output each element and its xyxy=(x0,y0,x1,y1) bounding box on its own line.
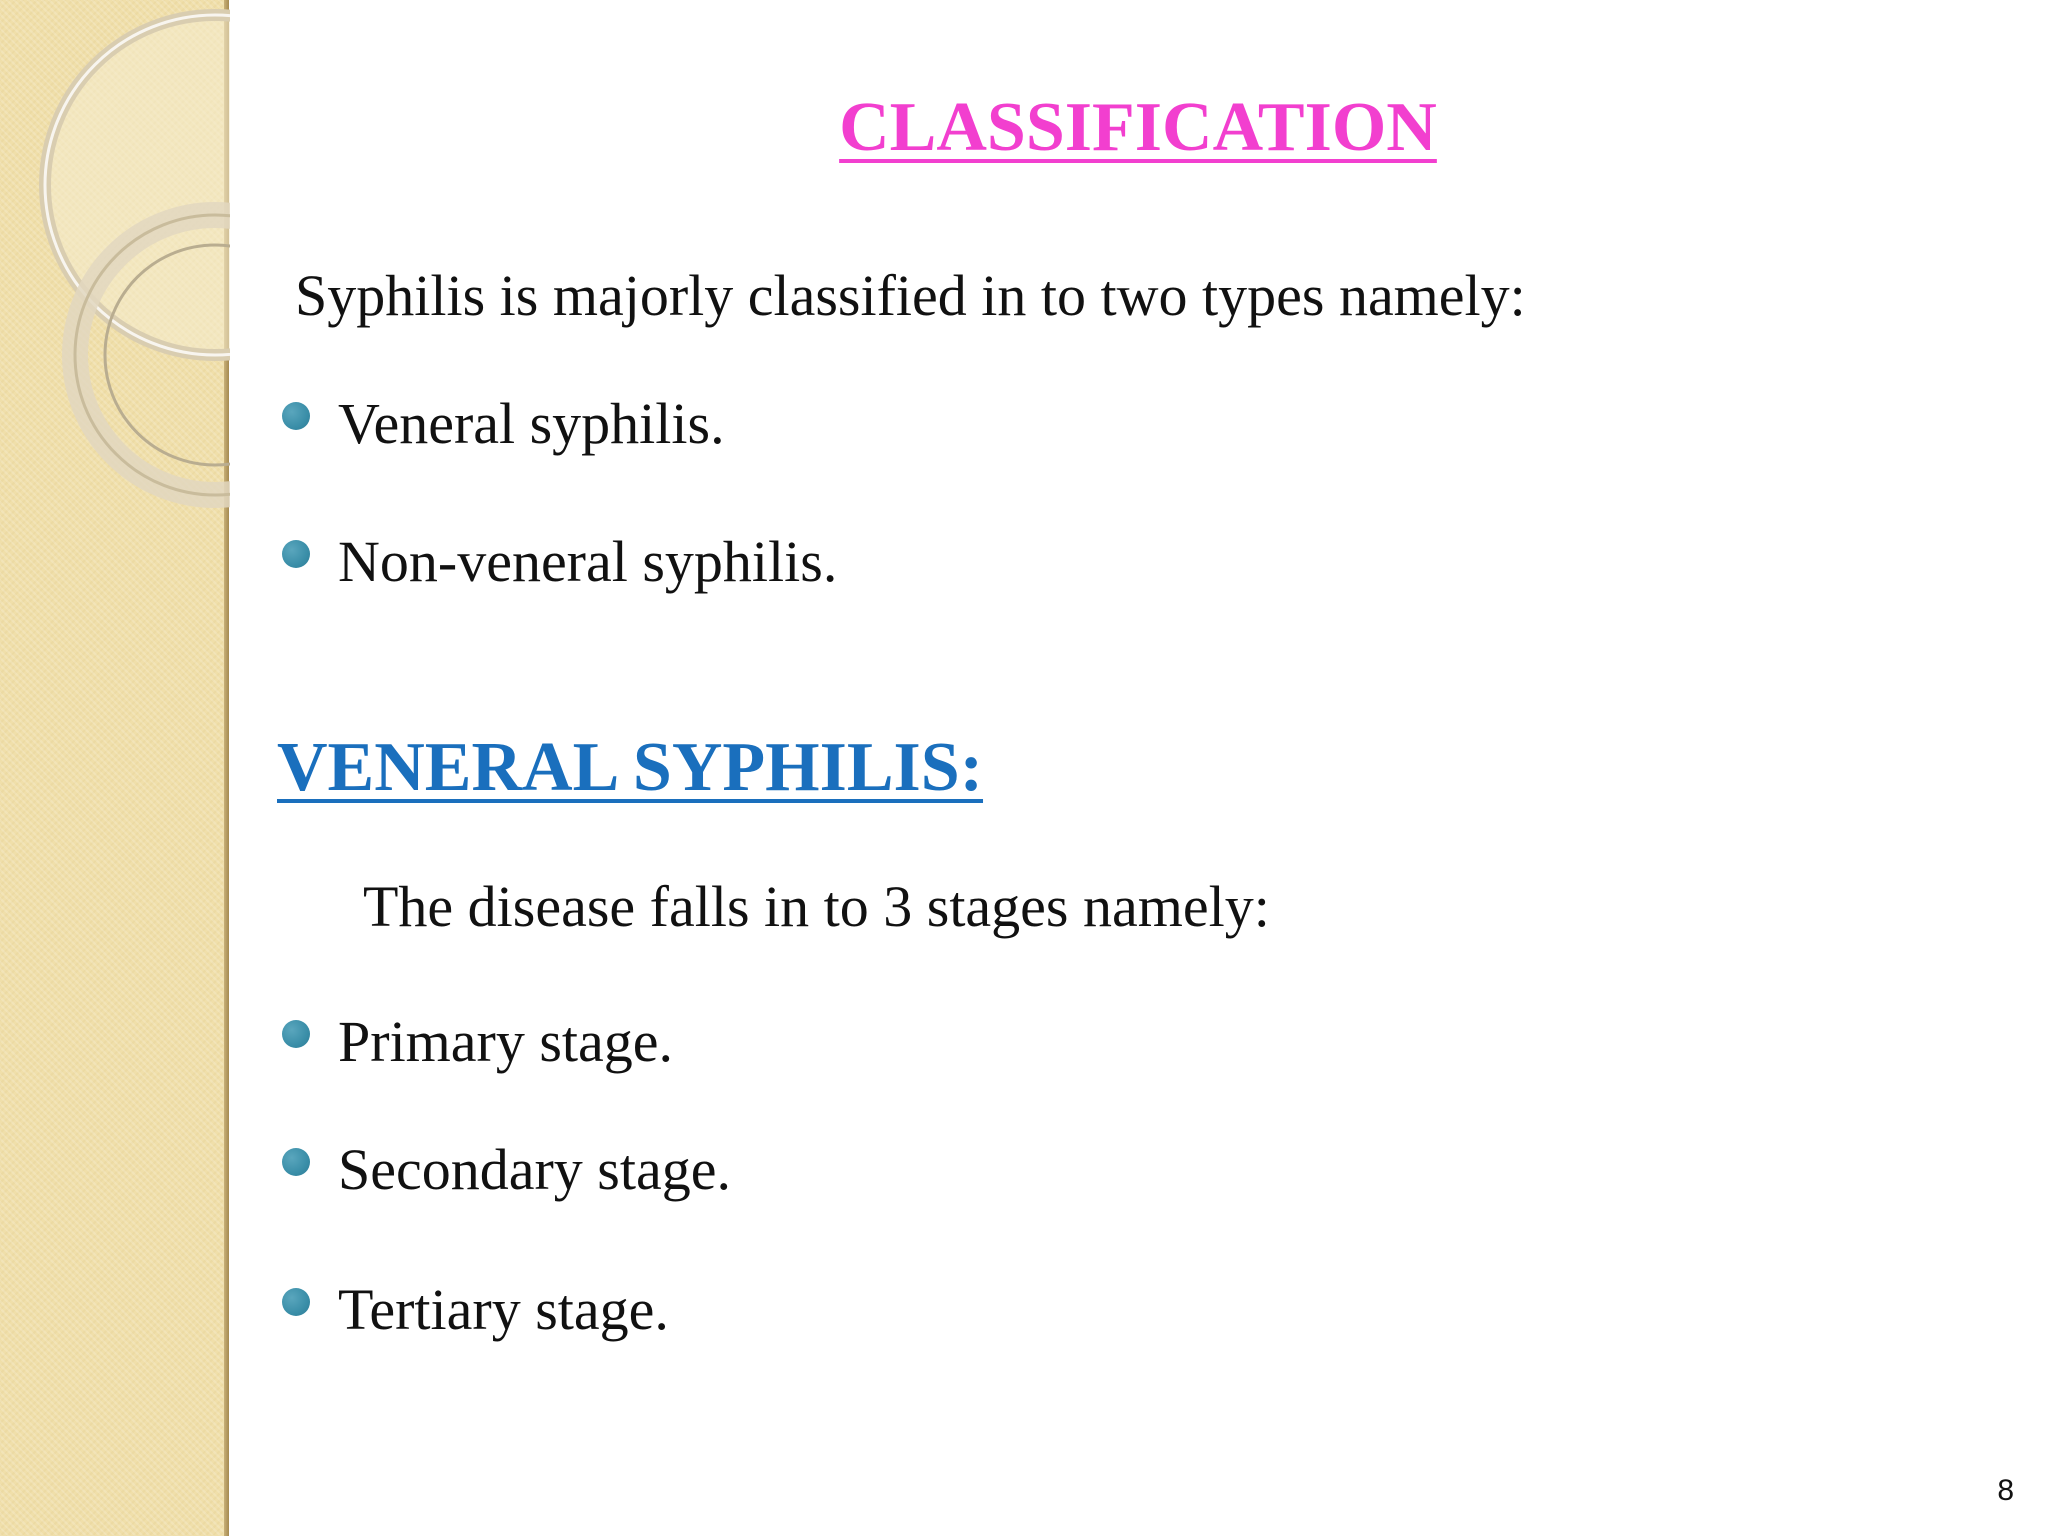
bullet-icon xyxy=(282,1148,310,1176)
list-item-label: Non-veneral syphilis. xyxy=(338,529,838,594)
slide-title: CLASSIFICATION xyxy=(839,89,1437,166)
intro-text: Syphilis is majorly classified in to two types namely: xyxy=(295,263,1526,328)
list-item-label: Primary stage. xyxy=(338,1009,674,1074)
decorative-rings xyxy=(0,0,230,520)
bullet-icon xyxy=(282,1288,310,1316)
bullet-icon xyxy=(282,540,310,568)
list-item-label: Tertiary stage. xyxy=(338,1277,669,1342)
list-item-label: Secondary stage. xyxy=(338,1137,731,1202)
stages-intro-text: The disease falls in to 3 stages namely: xyxy=(363,874,1270,939)
bullet-icon xyxy=(282,1020,310,1048)
page-number: 8 xyxy=(1997,1474,2014,1507)
list-item-label: Veneral syphilis. xyxy=(338,391,725,456)
bullet-icon xyxy=(282,402,310,430)
section-heading: VENERAL SYPHILIS: xyxy=(277,729,984,806)
